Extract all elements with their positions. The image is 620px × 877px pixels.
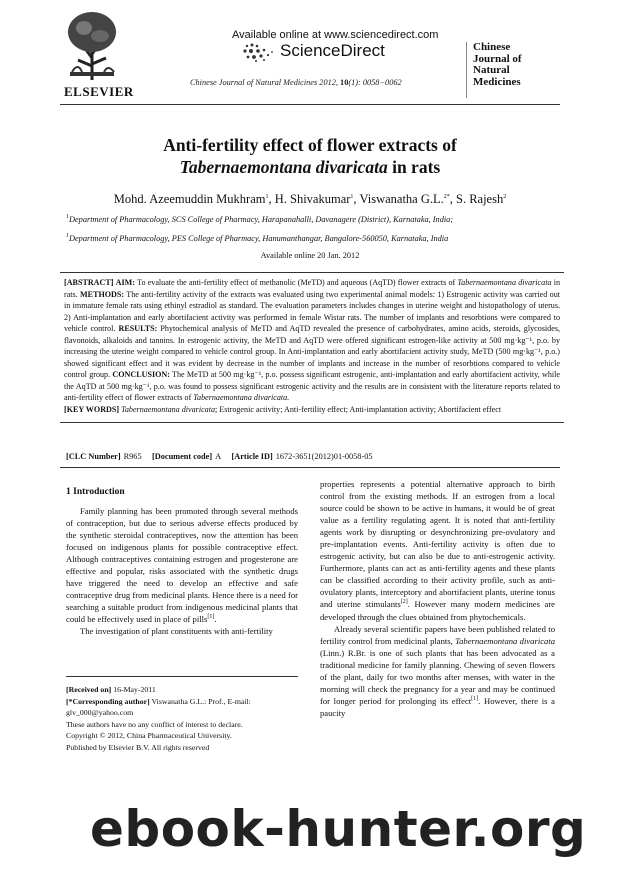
conflict-statement: These authors have no any conflict of interest to declare. — [66, 719, 243, 729]
available-online-date: Available online 20 Jan. 2012 — [260, 251, 360, 260]
conclusion-label: CONCLUSION: — [112, 370, 170, 380]
results-label: RESULTS: — [118, 324, 158, 334]
doc-code-value: A — [215, 452, 222, 461]
classification-line — [66, 452, 373, 461]
affiliation — [66, 234, 448, 243]
watermark: ebook-hunter.org — [90, 800, 587, 858]
conclusion-species: Tabernaemontana divaricata. — [193, 393, 290, 403]
keywords-text: ; Estrogenic activity; Anti-fertility effect; Anti-implantation activity; Abortifacient effect — [215, 405, 502, 415]
sciencedirect-dots-icon — [242, 42, 276, 62]
citation-ref[interactable]: [1] — [207, 614, 215, 621]
abstract — [60, 272, 564, 423]
citation-ref[interactable]: [2] — [400, 599, 408, 606]
available-online-link[interactable]: Available online at www.sciencedirect.com — [232, 29, 439, 41]
right-column — [320, 478, 555, 719]
paragraph — [320, 623, 555, 719]
citation-year: 2012, — [317, 78, 341, 87]
affiliation-text: Department of Pharmacology, SCS College of Pharmacy, Harapanahalli, Davanagere (District), Karnataka, India; — [69, 215, 454, 224]
methods-text: The anti-fertility activity of the extracts was evaluated using two experimental animal models: 1) Estrogenic activity was carried out in immature female rats using ethinyl estradiol as standard. The evaluation parameters includes changes in uterine weight and histopathology of uterus. 2) Anti-implantation and early abortifacient activity was performed in female Wistar rats. The number of implants and resorbtions were compared to vehicle control. — [64, 289, 560, 334]
journal-name-line: Natural — [473, 64, 510, 76]
citation-ref[interactable]: [1] — [471, 695, 479, 702]
received-line — [66, 684, 298, 696]
copyright-line: Copyright © 2012, China Pharmaceutical University. — [66, 731, 232, 741]
keywords-label: [KEY WORDS] — [64, 405, 120, 415]
methods-label: METHODS: — [80, 289, 125, 299]
author-name: S. Rajesh — [456, 192, 504, 206]
paragraph-end: . However, there is a paucity — [320, 695, 555, 718]
citation-volume: 10 — [340, 78, 349, 87]
received-date: 16-May-2011 — [111, 685, 156, 694]
author-affil-sup: 2 — [503, 193, 507, 200]
abstract-bottom-rule — [60, 467, 560, 468]
article-title — [0, 134, 620, 178]
abstract-label: [ABSTRACT] — [64, 278, 114, 287]
keywords-species: Tabernaemontana divaricata — [119, 405, 216, 415]
corresponding-line — [66, 696, 298, 719]
journal-citation — [190, 78, 402, 87]
corresponding-label: [*Corresponding author] — [66, 696, 150, 706]
clc-value: R965 — [123, 452, 142, 461]
keywords — [64, 404, 560, 416]
affiliation-sup: 1 — [66, 233, 69, 240]
paragraph — [66, 505, 298, 625]
paragraph: The investigation of plant constituents with anti-fertility — [80, 626, 273, 637]
corresponding-text: Viswanatha G.L.: Prof., E-mail: glv_000@yahoo.com — [66, 696, 251, 718]
received-label: [Received on] — [66, 685, 112, 694]
footnote — [66, 684, 298, 754]
published-line: Published by Elsevier B.V. All rights reserved — [66, 742, 210, 752]
paragraph-text: properties represents a potential alternative approach to birth control from the existing methods. If an estrogen from a local source could be shown to be active in humans, it would be of great value as a fertility regulating agent. It is noted that anti-fertility agents work by disrupting or desynchronizing pre-ovulatory and pre-implantation events. Anti-fertility activity is often due to estrogenic activity, but can also be due to anti-estrogenic activity. Furthermore, plants can act as anti-fertility agents and these plants can be classified according to their activity profile, such as anti-ovulatory plants, interceptory and abortifacient plants, uterine tonus and uterine stimulants — [320, 479, 555, 610]
author-name: H. Shivakumar — [274, 192, 351, 206]
elsevier-tree-icon — [64, 6, 120, 84]
article-id-label: [Article ID] — [231, 452, 273, 461]
aim-text: To evaluate the anti-fertility effect of methanolic (MeTD) and aqueous (AqTD) flower extracts of — [135, 278, 458, 287]
left-column — [66, 505, 298, 638]
journal-name-box — [466, 42, 565, 98]
author-separator: , — [449, 192, 456, 206]
title-line-1: Anti-fertility effect of flower extracts of — [163, 135, 457, 155]
section-heading: 1 Introduction — [66, 487, 125, 497]
author-name: Mohd. Azeemuddin Mukhram — [113, 192, 266, 206]
author-affil-sup: 1 — [265, 193, 269, 200]
paragraph-text: (Linn.) R.Br. is one of such plants that has been advocated as a traditional medicine for family planning. Chewing of seven flowers of the plant, daily for two months after menses, with water in the morning will check the pregnancy for a year and may be continued for longer period for prolonging its effect — [320, 647, 555, 706]
results-text: Phytochemical analysis of MeTD and AqTD revealed the presence of carbohydrates, amino acids, steroids, glycosides, flavonoids, alkaloids and tannins. In estrogenic activity, the MeTD and AqTD were offered significant estrogen-like activity at 500 mg·kg⁻¹, p.o. by increasing the uterine weight compared to vehicle control group. In Anti-implantation and early abortifacient activity study, MeTD (500 mg·kg⁻¹, p.o.) showed significant effect and it was evident by decrease in the number of implants and increase in the number of resorbtions compared to vehicle control group. — [64, 324, 560, 380]
clc-label: [CLC Number] — [66, 452, 121, 461]
species-name: Tabernaemontana divaricata — [455, 635, 556, 646]
author-separator: , — [353, 192, 360, 206]
affiliation-text: Department of Pharmacology, PES College of Pharmacy, Hanumanthangar, Bangalore-560050, Karnataka, India — [69, 234, 449, 243]
title-species: Tabernaemontana divaricata — [179, 157, 388, 177]
conclusion-text: The MeTD at 500 mg·kg⁻¹, p.o. possess significant estrogenic, anti-implantation and early abortifacient activity, while the AqTD at 500 mg·kg⁻¹, p.o. was found to possess significant estrogenic activity and the results are in consistent with the literature reports related to anti-fertility effect of flower extracts of — [64, 370, 560, 403]
author-list — [0, 192, 620, 207]
paragraph-text: Already several scientific papers have been published related to fertility control from medicinal plants, — [320, 623, 555, 646]
journal-name-line: Medicines — [473, 75, 521, 88]
author-separator: , — [268, 192, 275, 206]
author-affil-sup: 1 — [350, 193, 354, 200]
footnote-rule — [66, 676, 298, 677]
doc-code-label: [Document code] — [151, 452, 213, 461]
paragraph-end: . — [214, 614, 217, 625]
citation-journal: Chinese Journal of Natural Medicines — [190, 78, 318, 87]
author-affil-sup: 2* — [443, 193, 450, 200]
author-name: Viswanatha G.L. — [359, 192, 444, 206]
journal-name-line: Chinese — [473, 41, 511, 53]
header-rule — [60, 104, 560, 105]
paragraph-text: Family planning has been promoted through several methods of contraception, but due to serious adverse effects produced by the synthetic steroidal contraceptives, now the attention has been focused on indigenous plants for possible contraceptive effect. Although contraceptives containing estrogen and progesterone are effective and popular, risks associated with the synthetic drugs have triggered the need to develop an effective and safe contraceptive drug from medicinal plants. Hence there is a need for searching a suitable product from indigenous medicinal plants that could be effectively used in place of pills — [66, 506, 298, 625]
citation-pages: (1): 0058−0062 — [348, 78, 402, 87]
aim-species: Tabernaemontana divaricata — [457, 278, 552, 287]
paragraph-end: . However many modern medicines are developed through the clues obtained from phytochemicals. — [320, 599, 555, 622]
aim-label: AIM: — [115, 278, 136, 287]
paragraph — [320, 478, 555, 623]
affiliation-sup: 1 — [66, 214, 69, 221]
publisher-name: ELSEVIER — [64, 84, 134, 99]
article-id-value: 1672-3651(2012)01-0058-05 — [275, 452, 373, 461]
affiliation — [66, 215, 453, 224]
aim-end: in rats. — [64, 278, 560, 299]
journal-name-line: Journal of — [473, 52, 522, 65]
title-line-2 — [0, 156, 620, 178]
title-suffix: in rats — [387, 157, 441, 177]
sciencedirect-wordmark: ScienceDirect — [280, 41, 385, 60]
